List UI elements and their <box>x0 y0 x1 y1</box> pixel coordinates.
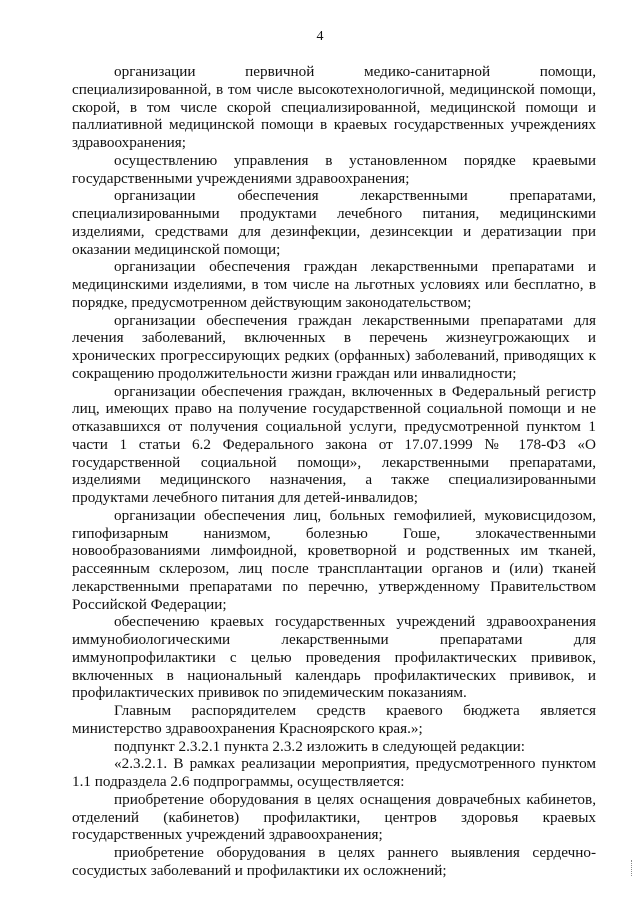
paragraph: «2.3.2.1. В рамках реализации мероприятия, предусмотренного пунктом 1.1 подраздела 2.6 подпрограммы, осуществляется: <box>72 755 596 790</box>
paragraph: обеспечению краевых государственных учреждений здравоохранения иммунобиологическими лекарственными препаратами для иммунопрофилактики с целью проведения профилактических прививок, включенных в национальный календарь профилактических прививок, и профилактических прививок по эпидемическим показаниям. <box>72 613 596 702</box>
paragraph: подпункт 2.3.2.1 пункта 2.3.2 изложить в следующей редакции: <box>114 737 525 755</box>
paragraph: организации обеспечения лиц, больных гемофилией, муковисцидозом, гипофизарным нанизмом, болезнью Гоше, злокачественными новообразованиями лимфоидной, кроветворной и родственных им тканей, рассеянным склерозом, лиц после трансплантации органов и (или) тканей лекарственными препаратами по перечню, утвержденному Правительством Российской Федерации; <box>72 506 596 613</box>
paragraph: организации обеспечения лекарственными препаратами, специализированными продуктами лечебного питания, медицинскими изделиями, средствами для дезинфекции, дезинсекции и дератизации при оказании медицинской помощи; <box>72 187 596 258</box>
document-body <box>72 63 596 880</box>
paragraph: организации обеспечения граждан лекарственными препаратами для лечения заболеваний, включенных в перечень жизнеугрожающих и хронических прогрессирующих редких (орфанных) заболеваний, приводящих к сокращению продолжительности жизни граждан или инвалидности; <box>72 311 596 382</box>
paragraph: Главным распорядителем средств краевого бюджета является министерство здравоохранения Красноярского края.»; <box>72 702 596 737</box>
paragraph: приобретение оборудования в целях раннего выявления сердечно-сосудистых заболеваний и профилактики их осложнений; <box>72 844 596 879</box>
page-number: 4 <box>316 29 324 44</box>
paragraph: осуществлению управления в установленном порядке краевыми государственными учреждениями здравоохранения; <box>72 151 596 187</box>
paragraph: организации обеспечения граждан, включенных в Федеральный регистр лиц, имеющих право на получение государственной социальной помощи и не отказавшихся от получения социальной услуги, предусмотренной пунктом 1 части 1 статьи 6.2 Федерального закона от 17.07.1999 № 178-ФЗ «О государственной социальной помощи», лекарственными препаратами, изделиями медицинского назначения, а также специализированными продуктами лечебного питания для детей-инвалидов; <box>72 382 596 506</box>
paragraph: организации обеспечения граждан лекарственными препаратами и медицинскими изделиями, в том числе на льготных условиях или бесплатно, в порядке, предусмотренном действующим законодательством; <box>72 258 596 311</box>
scan-margin-mark <box>631 860 634 876</box>
paragraph: организации первичной медико-санитарной помощи, специализированной, в том числе высокотехнологичной, медицинской помощи, скорой, в том числе скорой специализированной, медицинской помощи и паллиативной медицинской помощи в краевых государственных учреждениях здравоохранения; <box>72 63 596 151</box>
paragraph: приобретение оборудования в целях оснащения доврачебных кабинетов, отделений (кабинетов) профилактики, центров здоровья краевых государственных учреждений здравоохранения; <box>72 790 596 844</box>
